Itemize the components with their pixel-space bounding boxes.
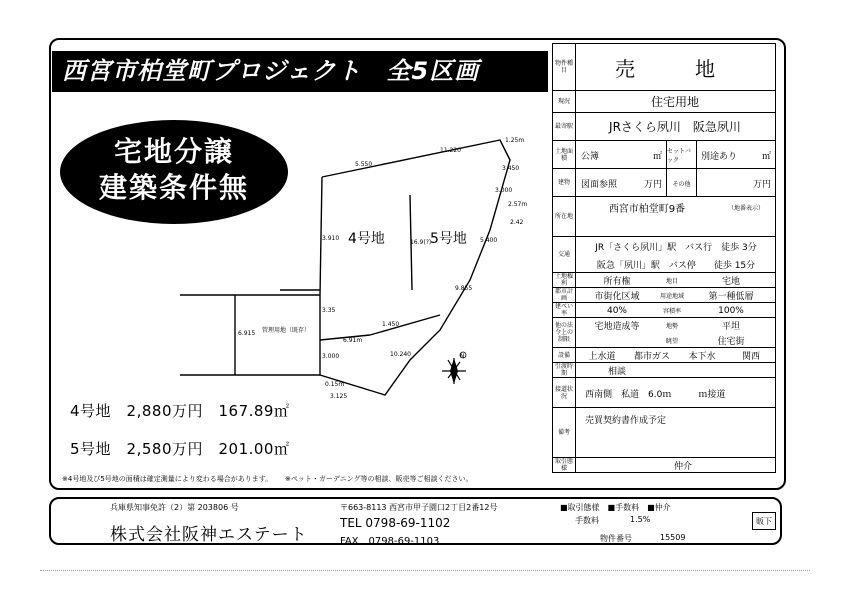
use-value: 第一種低層 xyxy=(708,292,754,302)
city-value: 市街化区域 xyxy=(594,292,640,302)
type-value: 売 地 xyxy=(615,56,735,81)
row-rights xyxy=(553,273,775,288)
electric-value: 関西 xyxy=(741,352,760,362)
row-station xyxy=(553,113,775,141)
access-line-1: JR「さくら夙川」駅 バス行 徒歩 3分 xyxy=(595,242,757,253)
other-law-label: 他の法令上の制限 xyxy=(553,318,576,347)
status-value: 住宅用地 xyxy=(650,95,699,109)
delivery-value: 相談 xyxy=(607,367,626,377)
row-city xyxy=(553,288,775,303)
far-label: 容積率 xyxy=(662,308,681,315)
fee-value: 1.5% xyxy=(630,515,651,524)
city-label: 都市計画 xyxy=(553,288,576,302)
note-2: ※ペット・ガーデニング等の相談、販売等ご相談ください。 xyxy=(285,475,473,483)
property-number-value: 15509 xyxy=(660,533,686,542)
facility-label: 設備 xyxy=(553,348,576,362)
building-value: 図面参照 xyxy=(581,179,618,190)
land-area-unit: ㎡ xyxy=(652,151,662,162)
facility-value: 上水道 xyxy=(588,352,616,362)
row-road xyxy=(553,378,775,408)
dim-2: 1.25m xyxy=(505,137,525,144)
lot-4-price: 4号地 2,880万円 167.89㎡ xyxy=(70,402,290,420)
dim-9: 9.855 xyxy=(455,285,473,292)
type-label: 物件種目 xyxy=(553,44,576,90)
dim-3: 3.910 xyxy=(322,235,340,242)
dim-13: 6.91m xyxy=(343,337,363,344)
row-remarks xyxy=(553,408,775,458)
dim-15: 3.000 xyxy=(322,353,340,360)
rights-label: 土地権利 xyxy=(553,273,576,287)
building-unit: 万円 xyxy=(643,179,662,190)
remarks-value: 売買契約書作成予定 xyxy=(585,415,667,426)
rights-value: 所有権 xyxy=(603,277,631,287)
road-value: 西南側 私道 6.0ｍ ｍ接道 xyxy=(585,389,726,400)
plot-map xyxy=(170,130,550,420)
far-value: 100% xyxy=(718,305,744,316)
dim-8: 5.400 xyxy=(480,237,498,244)
setback-unit: ㎡ xyxy=(761,151,771,162)
dim-16: 0.15m xyxy=(325,381,345,388)
dimension-labels xyxy=(238,137,527,400)
dim-12: 1.450 xyxy=(382,321,400,328)
dim-14: 10.240 xyxy=(390,351,411,358)
coverage-value: 40% xyxy=(606,305,627,316)
dim-6: 2.57m xyxy=(508,201,528,208)
status-label: 現況 xyxy=(553,91,576,112)
company-address: 〒663-8113 西宮市甲子園口2丁目2番12号 xyxy=(340,503,498,512)
station-value: JRさくら夙川 阪急夙川 xyxy=(609,120,741,134)
inner-edge-2 xyxy=(370,315,440,335)
lot-label-4: 4号地 xyxy=(348,231,385,247)
remarks-label: 備考 xyxy=(553,408,576,457)
lot-label-5: 5号地 xyxy=(430,231,467,247)
property-table xyxy=(552,43,776,473)
license-text: 兵庫県知事免許（2）第 203806 号 xyxy=(110,503,239,512)
row-area xyxy=(553,141,775,169)
row-access xyxy=(553,237,775,273)
setback-label: セットバック xyxy=(667,141,697,169)
row-type xyxy=(553,44,775,91)
access-line-2: 阪急「夙川」駅 バス停 徒歩 15分 xyxy=(596,260,756,271)
other-law-value: 宅地造成等 xyxy=(594,322,640,332)
view-value: 住宅街 xyxy=(717,337,745,347)
terrain-value: 平坦 xyxy=(721,322,740,332)
row-transaction xyxy=(553,458,775,472)
row-facility xyxy=(553,348,775,363)
other-label: その他 xyxy=(667,169,697,197)
company-fax: FAX 0798-69-1103 xyxy=(340,536,440,547)
lot-5-price: 5号地 2,580万円 201.00㎡ xyxy=(70,440,290,458)
gas-value: 都市ガス xyxy=(633,352,670,362)
use-label: 用途地域 xyxy=(659,293,684,300)
access-label: 交通 xyxy=(553,237,576,272)
row-status xyxy=(553,91,775,113)
land-area-label: 土地面積 xyxy=(553,141,576,168)
row-other-law xyxy=(553,318,775,348)
dim-4: 3.450 xyxy=(502,165,520,172)
dim-10: 16.9(?) xyxy=(410,239,432,246)
row-address xyxy=(553,197,775,237)
building-label: 建物 xyxy=(553,169,576,196)
note-1: ※4号地及び5号地の面積は確定測量により変わる場合があります。 xyxy=(62,475,273,483)
north-label: N xyxy=(460,353,465,360)
zoning-label: 地目 xyxy=(665,278,678,285)
row-building xyxy=(553,169,775,197)
land-area-value: 公簿 xyxy=(581,151,600,162)
page-divider xyxy=(40,570,810,571)
dim-11: 3.35 xyxy=(322,307,336,314)
company-tel: TEL 0798-69-1102 xyxy=(340,516,451,530)
setback-value: 別途あり xyxy=(701,151,738,162)
delivery-label: 引渡時期 xyxy=(553,363,576,377)
address-label: 所在地 xyxy=(553,197,576,236)
company-name: 株式会社阪神エステート xyxy=(110,525,308,545)
dim-7: 2.42 xyxy=(510,219,524,226)
transaction-terms: ■取引態様 ■手数料 ■仲介 xyxy=(560,503,671,512)
badge-line1: 宅地分譲 xyxy=(113,135,234,168)
terrain-label: 地勢 xyxy=(665,323,678,330)
address-value: 西宮市柏堂町9番 xyxy=(608,203,686,215)
dim-1: 11.220 xyxy=(440,147,461,154)
side-button[interactable]: 販下 xyxy=(752,512,776,530)
station-label: 最寄駅 xyxy=(553,113,576,140)
dim-5: 3.000 xyxy=(495,187,513,194)
dim-18: 6.915 xyxy=(238,330,256,337)
row-coverage xyxy=(553,303,775,318)
coverage-label: 建ぺい率 xyxy=(553,303,576,317)
sewer-value: 本下水 xyxy=(688,352,716,362)
badge-line2: 建築条件無 xyxy=(98,171,249,204)
other-unit: 万円 xyxy=(752,179,771,190)
page-title: 西宮市柏堂町プロジェクト 全5区画 xyxy=(52,51,548,92)
dim-0: 5.550 xyxy=(355,161,373,168)
view-label: 眺望 xyxy=(665,338,678,345)
row-delivery xyxy=(553,363,775,378)
fee-label: 手数料 xyxy=(575,516,599,525)
road-label: 接道状況 xyxy=(553,378,576,407)
zoning-value: 宅地 xyxy=(721,277,740,287)
address-note: （地番表示） xyxy=(727,204,764,212)
transaction-value: 仲介 xyxy=(673,461,692,472)
neighbor-label: 管理用地（既存） xyxy=(262,327,311,334)
dim-17: 3.125 xyxy=(330,393,348,400)
property-number-label: 物件番号 xyxy=(600,534,632,543)
transaction-label: 取引態様 xyxy=(553,458,576,472)
